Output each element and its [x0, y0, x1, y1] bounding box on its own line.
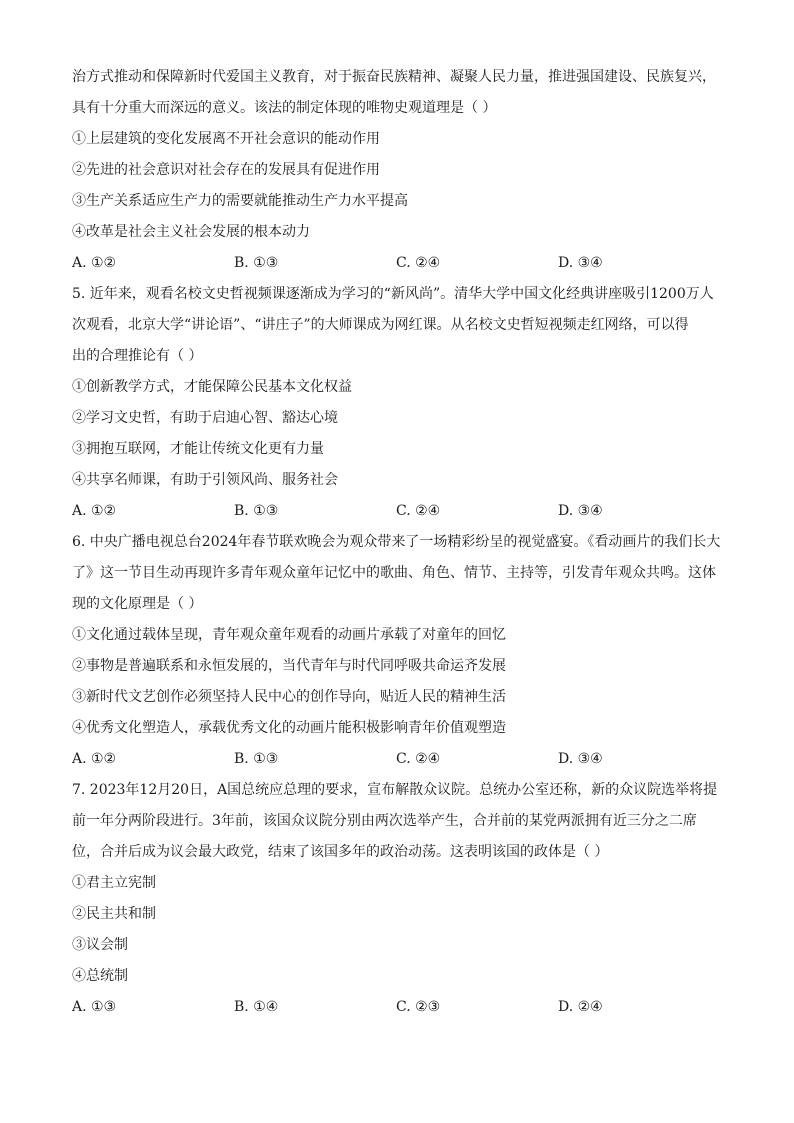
statement-item: ②学习文史哲，有助于启迪心智、豁达心境 [72, 410, 338, 426]
question-stem-line: 次观看，北京大学“讲论语”、“讲庄子”的大师课成为网红课。从名校文史哲短视频走红网络，可以得 [72, 317, 689, 333]
option-a: A. ①② [72, 255, 117, 271]
question-stem-line: 了》这一节目生动再现许多青年观众童年记忆中的歌曲、角色、情节、主持等，引发青年观众共鸣。这体 [72, 565, 716, 581]
statement-item: ①文化通过载体呈现，青年观众童年观看的动画片承载了对童年的回忆 [72, 627, 506, 643]
statement-item: ④总统制 [72, 968, 128, 984]
question-7 [72, 775, 732, 1023]
answer-options [72, 248, 732, 279]
question-stem-line: 现的文化原理是（ ） [72, 596, 203, 612]
statement-item: ①君主立宪制 [72, 875, 156, 891]
statement-item: ③生产关系适应生产力的需要就能推动生产力水平提高 [72, 193, 408, 209]
option-b: B. ①③ [234, 751, 279, 767]
answer-options [72, 992, 732, 1023]
statement-item: ④改革是社会主义社会发展的根本动力 [72, 224, 310, 240]
statement-item: ②事物是普遍联系和永恒发展的，当代青年与时代同呼吸共命运齐发展 [72, 658, 506, 674]
option-d: D. ③④ [558, 503, 603, 519]
question-6 [72, 527, 732, 775]
question-stem-line: 位，合并后成为议会最大政党，结束了该国多年的政治动荡。这表明该国的政体是（ ） [72, 844, 609, 860]
option-a: A. ①② [72, 751, 117, 767]
exam-page [72, 62, 732, 1023]
option-c: C. ②④ [396, 751, 441, 767]
statement-item: ②民主共和制 [72, 906, 156, 922]
statement-item: ④优秀文化塑造人，承载优秀文化的动画片能积极影响青年价值观塑造 [72, 720, 506, 736]
option-c: C. ②③ [396, 999, 441, 1015]
option-b: B. ①③ [234, 503, 279, 519]
question-stem-line: 前一年分两阶段进行。3年前，该国众议院分别由两次选举产生，合并前的某党两派拥有近三分之二席 [72, 813, 697, 829]
question-5 [72, 279, 732, 527]
statement-item: ③议会制 [72, 937, 128, 953]
option-d: D. ③④ [558, 255, 603, 271]
question-stem-line: 治方式推动和保障新时代爱国主义教育，对于振奋民族精神、凝聚人民力量，推进强国建设、民族复兴， [72, 69, 716, 85]
statement-item: ③拥抱互联网，才能让传统文化更有力量 [72, 441, 324, 457]
answer-options [72, 744, 732, 775]
statement-item: ②先进的社会意识对社会存在的发展具有促进作用 [72, 162, 380, 178]
question-stem-line: 6. 中央广播电视总台2024年春节联欢晚会为观众带来了一场精彩纷呈的视觉盛宴。《看动画片的我们长大 [72, 534, 721, 550]
option-c: C. ②④ [396, 255, 441, 271]
question-4 [72, 62, 732, 279]
option-a: A. ①③ [72, 999, 117, 1015]
question-stem-line: 5. 近年来，观看名校文史哲视频课逐渐成为学习的“新风尚”。清华大学中国文化经典讲座吸引1200万人 [72, 286, 714, 302]
statement-item: ③新时代文艺创作必须坚持人民中心的创作导向，贴近人民的精神生活 [72, 689, 506, 705]
answer-options [72, 496, 732, 527]
option-d: D. ③④ [558, 751, 603, 767]
option-b: B. ①④ [234, 999, 279, 1015]
statement-item: ④共享名师课，有助于引领风尚、服务社会 [72, 472, 338, 488]
option-d: D. ②④ [558, 999, 603, 1015]
question-stem-line: 7. 2023年12月20日，A国总统应总理的要求，宣布解散众议院。总统办公室还称，新的众议院选举将提 [72, 782, 718, 798]
question-stem-line: 具有十分重大而深远的意义。该法的制定体现的唯物史观道理是（ ） [72, 100, 497, 116]
option-a: A. ①② [72, 503, 117, 519]
statement-item: ①创新教学方式，才能保障公民基本文化权益 [72, 379, 352, 395]
statement-item: ①上层建筑的变化发展离不开社会意识的能动作用 [72, 131, 380, 147]
option-c: C. ②④ [396, 503, 441, 519]
option-b: B. ①③ [234, 255, 279, 271]
question-stem-line: 出的合理推论有（ ） [72, 348, 203, 364]
